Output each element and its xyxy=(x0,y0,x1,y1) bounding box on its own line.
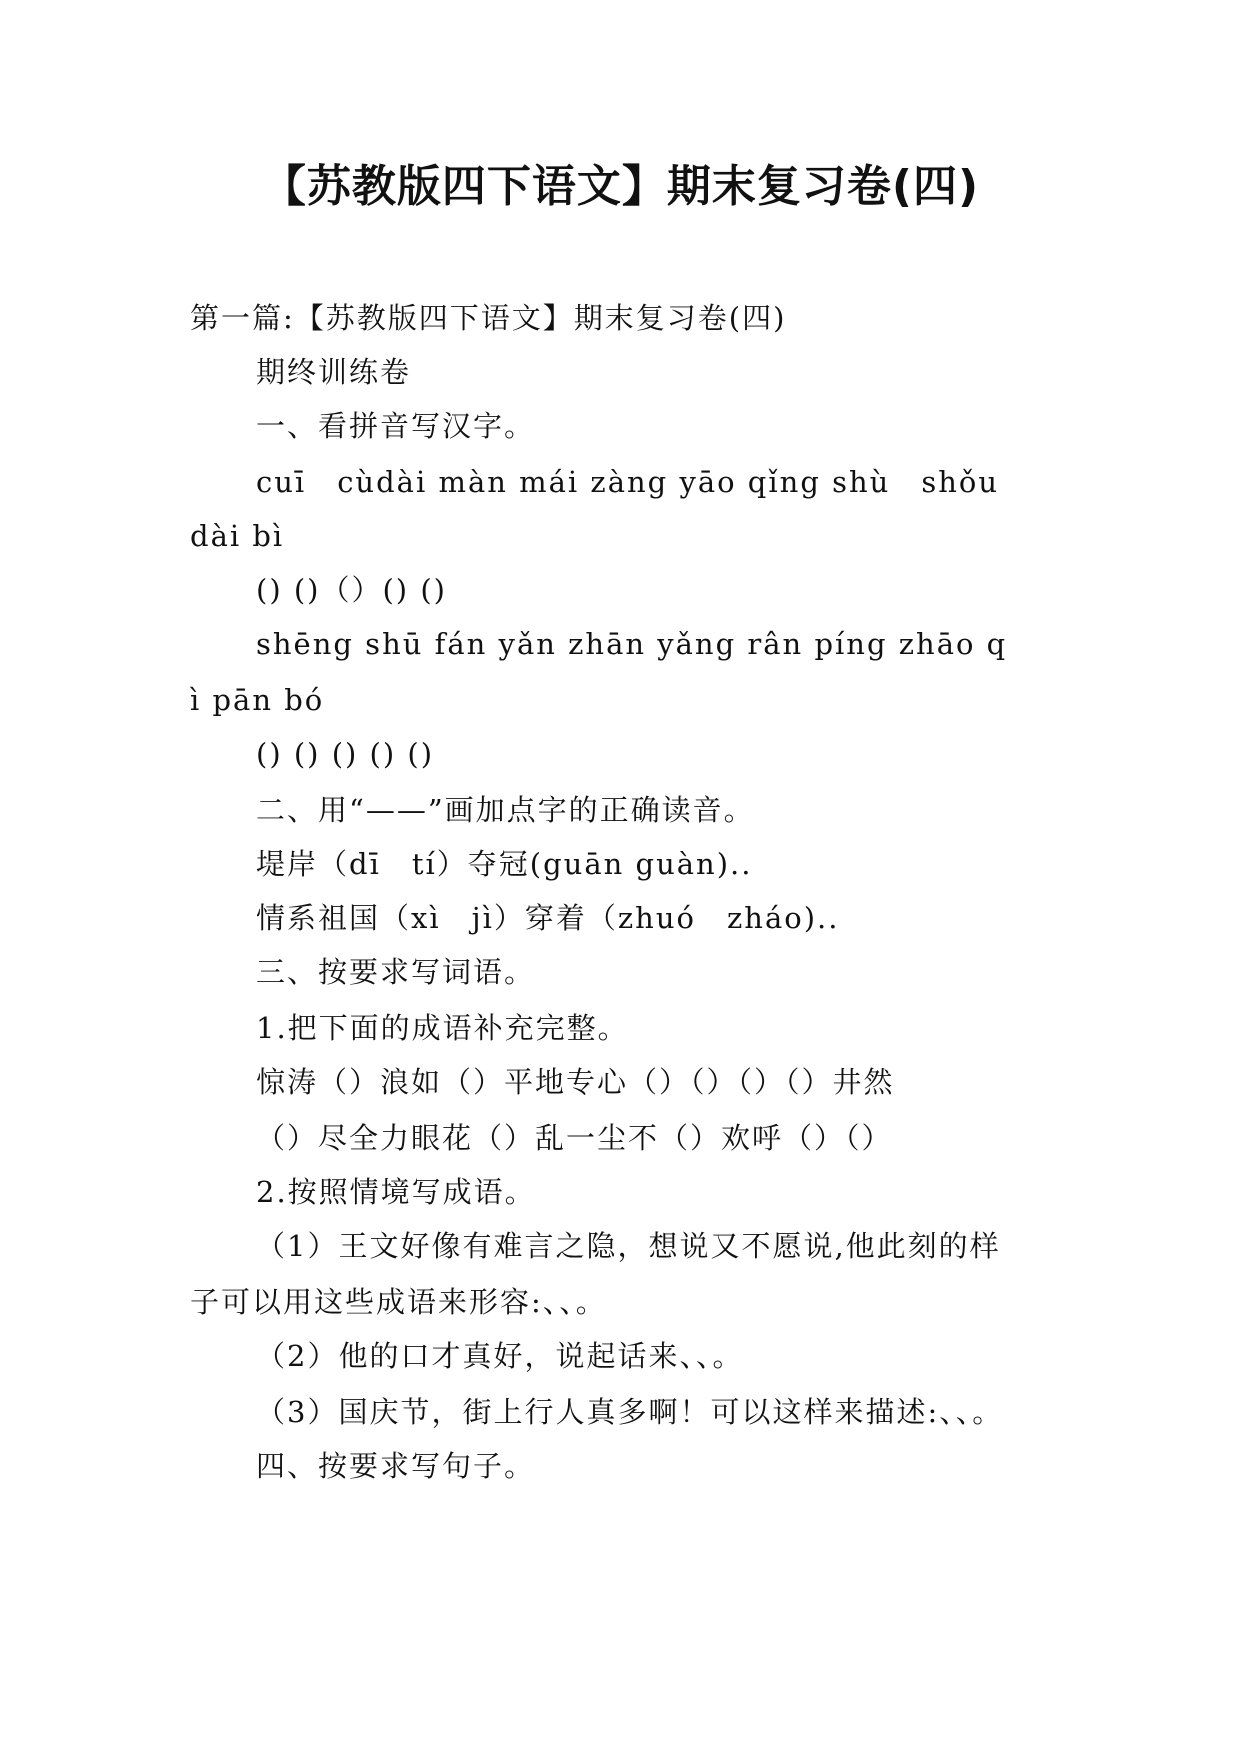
question-three-heading: 三、按要求写词语。 xyxy=(256,955,536,989)
idiom-row-2: （）尽全力眼花（）乱一尘不（）欢呼（）（） xyxy=(256,1121,893,1155)
context-item-1b: 子可以用这些成语来形容:、、。 xyxy=(190,1285,607,1319)
answer-blanks-row-1: () ()（）() () xyxy=(256,573,447,607)
pinyin-row-2a: shēng shū fán yǎn zhān yǎng rân píng zhāo q xyxy=(256,627,1008,661)
context-item-2: （2）他的口才真好，说起话来、、。 xyxy=(256,1339,744,1373)
subtitle-final-exam: 期终训练卷 xyxy=(256,355,412,389)
document-title: 【苏教版四下语文】期末复习卷(四) xyxy=(261,161,980,212)
pinyin-row-1a: cuī cùdài màn mái zàng yāo qǐng shù shǒu xyxy=(256,465,1000,499)
question-one-heading: 一、看拼音写汉字。 xyxy=(256,409,536,443)
section-heading-part-one: 第一篇:【苏教版四下语文】期末复习卷(四) xyxy=(190,301,787,335)
question-two-heading: 二、用“——”画加点字的正确读音。 xyxy=(256,793,755,827)
sub-question-2: 2.按照情境写成语。 xyxy=(256,1175,536,1209)
reading-item-1: 堤岸（dī tí）夺冠(guān guàn).. xyxy=(256,847,753,881)
pinyin-row-1b: dài bì xyxy=(190,519,285,553)
question-four-heading: 四、按要求写句子。 xyxy=(256,1449,536,1483)
answer-blanks-row-2: () () () () () xyxy=(256,737,435,771)
reading-item-2: 情系祖国（xì jì）穿着（zhuó zháo).. xyxy=(256,901,840,935)
context-item-1a: （1）王文好像有难言之隐，想说又不愿说,他此刻的样 xyxy=(256,1229,1001,1263)
sub-question-1: 1.把下面的成语补充完整。 xyxy=(256,1011,629,1045)
context-item-3: （3）国庆节，街上行人真多啊！可以这样来描述:、、。 xyxy=(256,1395,1004,1429)
pinyin-row-2b: ì pān bó xyxy=(190,683,325,717)
idiom-row-1: 惊涛（）浪如（）平地专心（）（）（）（）井然 xyxy=(256,1065,895,1099)
